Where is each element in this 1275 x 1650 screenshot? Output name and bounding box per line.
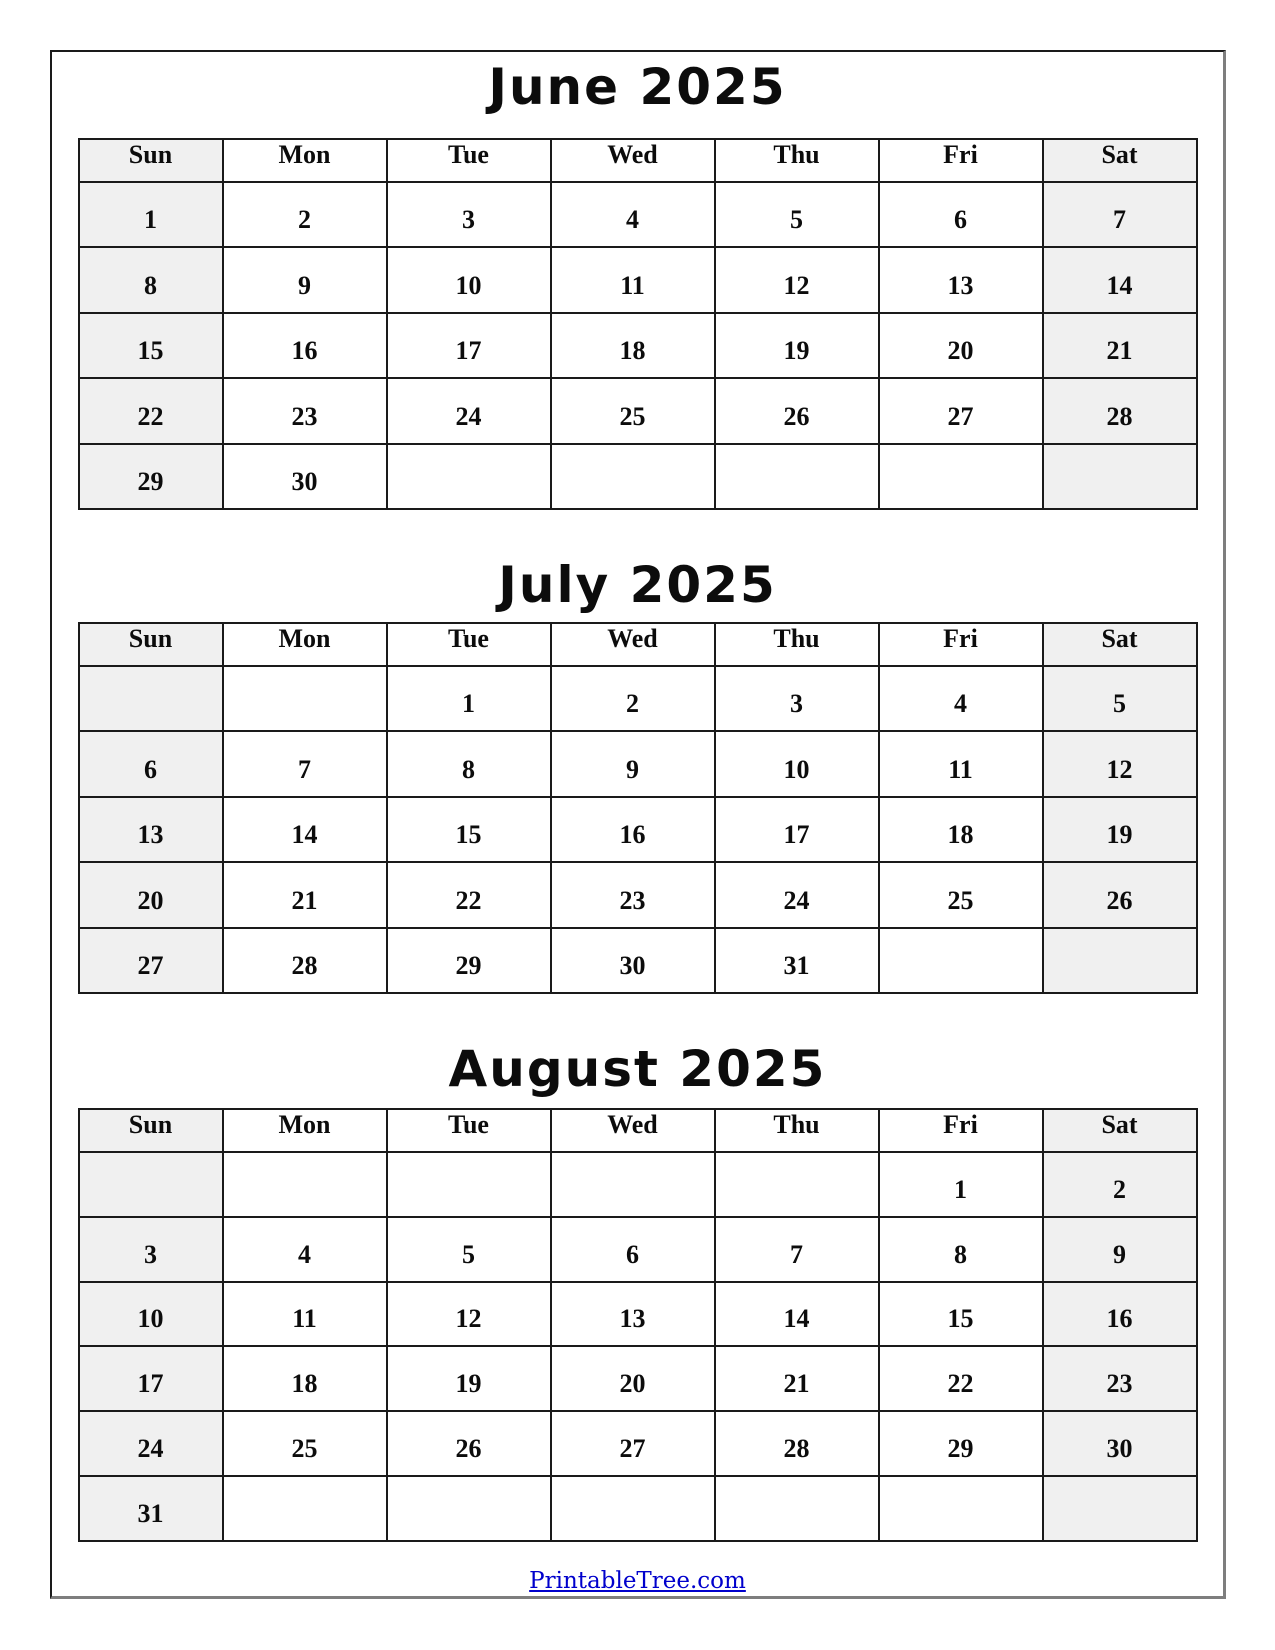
- printabletree-link[interactable]: PrintableTree.com: [529, 1568, 746, 1594]
- day-cell-empty: [551, 444, 715, 509]
- day-cell-july-1: 1: [387, 666, 551, 731]
- day-cell-empty: [1043, 1476, 1197, 1541]
- day-cell-empty: [79, 666, 223, 731]
- day-cell-july-2: 2: [551, 666, 715, 731]
- day-cell-june-14: 14: [1043, 247, 1197, 312]
- week-row: [79, 666, 1197, 731]
- day-cell-august-11: 11: [223, 1282, 387, 1347]
- day-cell-july-18: 18: [879, 797, 1043, 862]
- week-row: [79, 378, 1197, 443]
- weekday-header-sat: Sat: [1043, 139, 1197, 182]
- weekday-header-fri: Fri: [879, 1109, 1043, 1152]
- day-cell-june-4: 4: [551, 182, 715, 247]
- day-cell-empty: [223, 1152, 387, 1217]
- day-cell-empty: [79, 1152, 223, 1217]
- day-cell-august-15: 15: [879, 1282, 1043, 1347]
- weekday-header-thu: Thu: [715, 1109, 879, 1152]
- day-cell-june-9: 9: [223, 247, 387, 312]
- day-cell-august-26: 26: [387, 1411, 551, 1476]
- day-cell-july-21: 21: [223, 862, 387, 927]
- day-cell-august-7: 7: [715, 1217, 879, 1282]
- day-cell-july-12: 12: [1043, 731, 1197, 796]
- day-cell-july-14: 14: [223, 797, 387, 862]
- weekday-header-mon: Mon: [223, 1109, 387, 1152]
- day-cell-june-15: 15: [79, 313, 223, 378]
- day-cell-june-3: 3: [387, 182, 551, 247]
- week-row: [79, 444, 1197, 509]
- day-cell-august-1: 1: [879, 1152, 1043, 1217]
- day-cell-july-26: 26: [1043, 862, 1197, 927]
- day-cell-july-24: 24: [715, 862, 879, 927]
- weekday-header-row: [79, 623, 1197, 666]
- day-cell-june-30: 30: [223, 444, 387, 509]
- day-cell-june-13: 13: [879, 247, 1043, 312]
- weekday-header-sun: Sun: [79, 623, 223, 666]
- weekday-header-thu: Thu: [715, 623, 879, 666]
- day-cell-july-19: 19: [1043, 797, 1197, 862]
- day-cell-august-30: 30: [1043, 1411, 1197, 1476]
- day-cell-august-12: 12: [387, 1282, 551, 1347]
- day-cell-july-16: 16: [551, 797, 715, 862]
- weekday-header-tue: Tue: [387, 1109, 551, 1152]
- day-cell-july-9: 9: [551, 731, 715, 796]
- weekday-header-row: [79, 1109, 1197, 1152]
- day-cell-june-12: 12: [715, 247, 879, 312]
- day-cell-june-1: 1: [79, 182, 223, 247]
- weekday-header-sat: Sat: [1043, 623, 1197, 666]
- weekday-header-sun: Sun: [79, 139, 223, 182]
- day-cell-empty: [715, 1152, 879, 1217]
- day-cell-august-5: 5: [387, 1217, 551, 1282]
- day-cell-empty: [715, 444, 879, 509]
- week-row: [79, 1411, 1197, 1476]
- day-cell-empty: [223, 1476, 387, 1541]
- day-cell-empty: [387, 1476, 551, 1541]
- calendar-table: [78, 138, 1198, 510]
- day-cell-july-29: 29: [387, 928, 551, 993]
- weekday-header-thu: Thu: [715, 139, 879, 182]
- day-cell-empty: [551, 1476, 715, 1541]
- week-row: [79, 313, 1197, 378]
- day-cell-august-14: 14: [715, 1282, 879, 1347]
- day-cell-june-26: 26: [715, 378, 879, 443]
- week-row: [79, 928, 1197, 993]
- weekday-header-wed: Wed: [551, 623, 715, 666]
- page-footer: [52, 1568, 1223, 1594]
- day-cell-july-27: 27: [79, 928, 223, 993]
- day-cell-august-6: 6: [551, 1217, 715, 1282]
- day-cell-june-17: 17: [387, 313, 551, 378]
- day-cell-august-29: 29: [879, 1411, 1043, 1476]
- day-cell-july-22: 22: [387, 862, 551, 927]
- day-cell-august-21: 21: [715, 1346, 879, 1411]
- day-cell-june-20: 20: [879, 313, 1043, 378]
- day-cell-july-4: 4: [879, 666, 1043, 731]
- weekday-header-sat: Sat: [1043, 1109, 1197, 1152]
- day-cell-august-31: 31: [79, 1476, 223, 1541]
- day-cell-july-10: 10: [715, 731, 879, 796]
- weekday-header-wed: Wed: [551, 139, 715, 182]
- day-cell-july-5: 5: [1043, 666, 1197, 731]
- day-cell-june-29: 29: [79, 444, 223, 509]
- day-cell-empty: [223, 666, 387, 731]
- day-cell-june-7: 7: [1043, 182, 1197, 247]
- day-cell-june-28: 28: [1043, 378, 1197, 443]
- day-cell-july-20: 20: [79, 862, 223, 927]
- day-cell-june-11: 11: [551, 247, 715, 312]
- day-cell-august-25: 25: [223, 1411, 387, 1476]
- weekday-header-tue: Tue: [387, 139, 551, 182]
- day-cell-august-23: 23: [1043, 1346, 1197, 1411]
- weekday-header-fri: Fri: [879, 623, 1043, 666]
- month-june: [52, 58, 1223, 510]
- day-cell-empty: [551, 1152, 715, 1217]
- week-row: [79, 731, 1197, 796]
- day-cell-august-10: 10: [79, 1282, 223, 1347]
- day-cell-august-19: 19: [387, 1346, 551, 1411]
- week-row: [79, 1217, 1197, 1282]
- page-frame: [50, 50, 1226, 1599]
- week-row: [79, 1282, 1197, 1347]
- day-cell-july-7: 7: [223, 731, 387, 796]
- day-cell-empty: [387, 1152, 551, 1217]
- day-cell-june-23: 23: [223, 378, 387, 443]
- weekday-header-tue: Tue: [387, 623, 551, 666]
- day-cell-empty: [1043, 444, 1197, 509]
- day-cell-june-25: 25: [551, 378, 715, 443]
- day-cell-empty: [879, 444, 1043, 509]
- day-cell-june-10: 10: [387, 247, 551, 312]
- months-container: [52, 58, 1223, 1542]
- day-cell-august-9: 9: [1043, 1217, 1197, 1282]
- weekday-header-fri: Fri: [879, 139, 1043, 182]
- day-cell-july-8: 8: [387, 731, 551, 796]
- day-cell-empty: [387, 444, 551, 509]
- week-row: [79, 1476, 1197, 1541]
- day-cell-july-31: 31: [715, 928, 879, 993]
- day-cell-august-13: 13: [551, 1282, 715, 1347]
- day-cell-empty: [879, 1476, 1043, 1541]
- week-row: [79, 862, 1197, 927]
- calendar-table: [78, 622, 1198, 994]
- day-cell-august-3: 3: [79, 1217, 223, 1282]
- day-cell-june-8: 8: [79, 247, 223, 312]
- day-cell-july-6: 6: [79, 731, 223, 796]
- day-cell-august-2: 2: [1043, 1152, 1197, 1217]
- weekday-header-mon: Mon: [223, 139, 387, 182]
- month-july: [52, 556, 1223, 994]
- day-cell-august-28: 28: [715, 1411, 879, 1476]
- day-cell-august-20: 20: [551, 1346, 715, 1411]
- day-cell-july-28: 28: [223, 928, 387, 993]
- calendar-table: [78, 1108, 1198, 1542]
- day-cell-august-4: 4: [223, 1217, 387, 1282]
- day-cell-august-27: 27: [551, 1411, 715, 1476]
- day-cell-june-5: 5: [715, 182, 879, 247]
- day-cell-empty: [1043, 928, 1197, 993]
- day-cell-august-8: 8: [879, 1217, 1043, 1282]
- weekday-header-row: [79, 139, 1197, 182]
- day-cell-august-17: 17: [79, 1346, 223, 1411]
- day-cell-july-25: 25: [879, 862, 1043, 927]
- day-cell-june-21: 21: [1043, 313, 1197, 378]
- day-cell-august-22: 22: [879, 1346, 1043, 1411]
- day-cell-july-11: 11: [879, 731, 1043, 796]
- day-cell-june-18: 18: [551, 313, 715, 378]
- day-cell-july-30: 30: [551, 928, 715, 993]
- week-row: [79, 1152, 1197, 1217]
- day-cell-empty: [715, 1476, 879, 1541]
- day-cell-august-16: 16: [1043, 1282, 1197, 1347]
- day-cell-august-18: 18: [223, 1346, 387, 1411]
- weekday-header-mon: Mon: [223, 623, 387, 666]
- month-title-june: June 2025: [488, 58, 787, 116]
- week-row: [79, 182, 1197, 247]
- day-cell-june-22: 22: [79, 378, 223, 443]
- day-cell-june-27: 27: [879, 378, 1043, 443]
- day-cell-july-23: 23: [551, 862, 715, 927]
- day-cell-june-6: 6: [879, 182, 1043, 247]
- week-row: [79, 1346, 1197, 1411]
- weekday-header-sun: Sun: [79, 1109, 223, 1152]
- month-title-july: July 2025: [498, 556, 777, 614]
- month-august: [52, 1040, 1223, 1542]
- day-cell-june-2: 2: [223, 182, 387, 247]
- week-row: [79, 247, 1197, 312]
- day-cell-june-16: 16: [223, 313, 387, 378]
- day-cell-june-19: 19: [715, 313, 879, 378]
- day-cell-july-17: 17: [715, 797, 879, 862]
- day-cell-june-24: 24: [387, 378, 551, 443]
- day-cell-july-3: 3: [715, 666, 879, 731]
- day-cell-july-15: 15: [387, 797, 551, 862]
- weekday-header-wed: Wed: [551, 1109, 715, 1152]
- day-cell-empty: [879, 928, 1043, 993]
- day-cell-august-24: 24: [79, 1411, 223, 1476]
- week-row: [79, 797, 1197, 862]
- month-title-august: August 2025: [448, 1040, 827, 1098]
- day-cell-july-13: 13: [79, 797, 223, 862]
